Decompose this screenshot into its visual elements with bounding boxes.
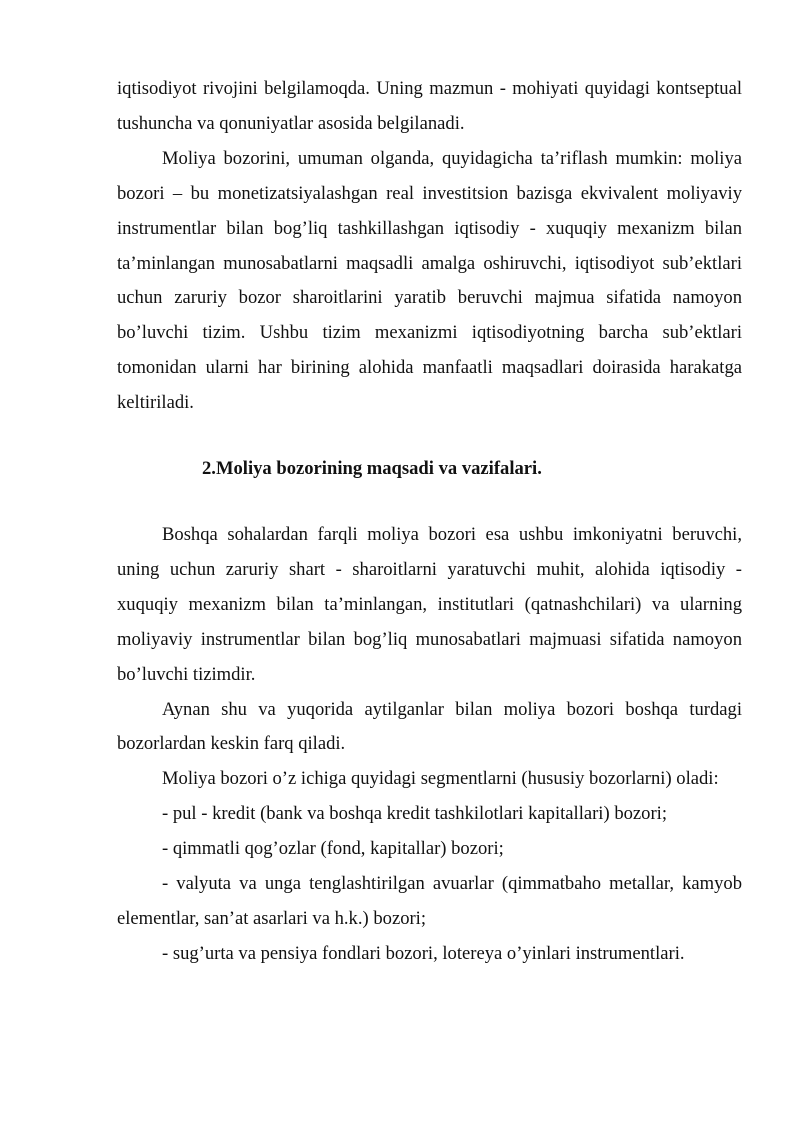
list-item: - sug’urta va pensiya fondlari bozori, lotereya o’yinlari instrumentlari. <box>162 942 685 964</box>
list-item: - pul - kredit (bank va boshqa kredit tashkilotlari kapitallari) bozori; <box>162 803 667 825</box>
section-heading: 2.Moliya bozorining maqsadi va vazifalari. <box>202 458 542 480</box>
paragraph-continuation: iqtisodiyot rivojini belgilamoqda. Uning mazmun - mohiyati quyidagi kontseptual tushuncha va qonuniyatlar asosida belgilanadi. <box>117 78 742 134</box>
list-item: - qimmatli qog’ozlar (fond, kapitallar) bozori; <box>162 838 504 860</box>
paragraph-distinction: Aynan shu va yuqorida aytilganlar bilan moliya bozori boshqa turdagi bozorlardan keskin farq qiladi. <box>117 698 742 755</box>
paragraph-segments-intro: Moliya bozori o’z ichiga quyidagi segmentlarni (hususiy bozorlarni) oladi: <box>162 768 719 790</box>
list-item: - valyuta va unga tenglashtirilgan avuarlar (qimmatbaho metallar, kamyob elementlar, san’at asarlari va h.k.) bozori; <box>117 873 742 929</box>
paragraph-definition: Moliya bozorini, umuman olganda, quyidagicha ta’riflash mumkin: moliya bozori – bu monetizatsiyalashgan real investitsion bazisga ekvivalent moliyaviy instrumentlar bilan bog’liq tashkillashgan iqtisodiy - xuquqiy mexanizm bilan ta’minlangan munosabatlarni maqsadli amalga oshiruvchi, iqtisodiyot sub’ektlari uchun zaruriy bozor sharoitlarini yaratib beruvchi majmua sifatida namoyon bo’luvchi tizim. Ushbu tizim mexanizmi iqtisodiyotning barcha sub’ektlari tomonidan ularni har birining alohida manfaatli maqsadlari doirasida harakatga keltiriladi. <box>117 147 742 414</box>
paragraph-difference: Boshqa sohalardan farqli moliya bozori esa ushbu imkoniyatni beruvchi, uning uchun zaruriy shart - sharoitlarni yaratuvchi muhit, alohida iqtisodiy - xuquqiy mexanizm bilan ta’minlangan, institutlari (qatnashchilari) va ularning moliyaviy instrumentlar bilan bog’liq munosabatlari majmuasi sifatida namoyon bo’luvchi tizimdir. <box>117 523 742 685</box>
document-body <box>117 72 742 972</box>
